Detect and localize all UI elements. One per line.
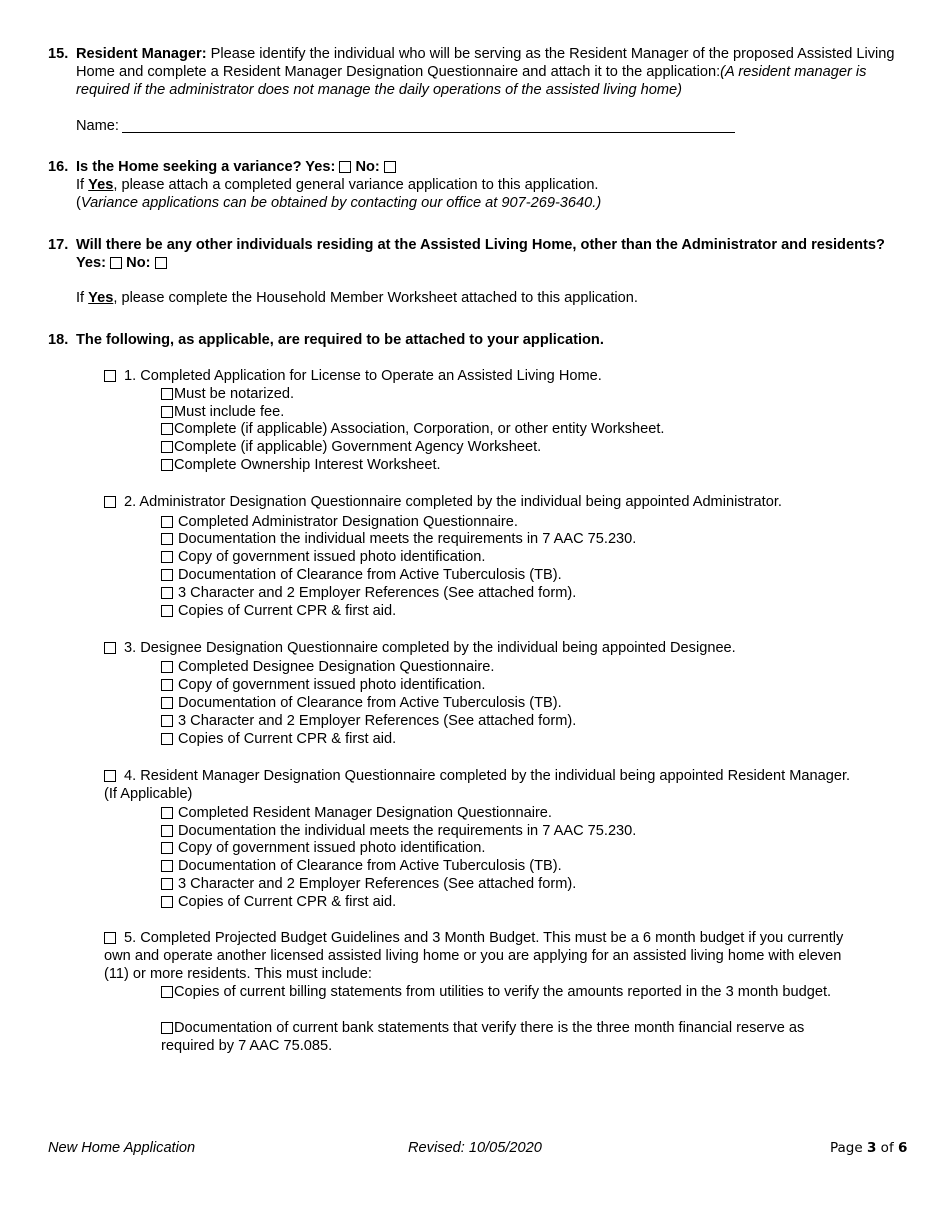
group-1-item <box>161 385 294 403</box>
other-residents-question: Will there be any other individuals residing at the Assisted Living Home, other than the Administrator and residents? Yes: <box>76 237 885 271</box>
group-3-checkbox[interactable] <box>104 642 116 654</box>
footer-form-name: New Home Application <box>48 1140 196 1156</box>
group-2-item-4-label: Documentation of Clearance from Active Tuberculosis (TB). <box>178 567 562 583</box>
group-4-item <box>161 893 396 911</box>
group-2-item-2-checkbox[interactable] <box>161 533 173 545</box>
group-1-item <box>161 456 441 474</box>
group-1-item-5-label: Complete Ownership Interest Worksheet. <box>174 457 441 473</box>
group-3-item-5-label: Copies of Current CPR & first aid. <box>178 731 397 747</box>
group-2-item-4-checkbox[interactable] <box>161 569 173 581</box>
group-2-item-3-label: Copy of government issued photo identification. <box>178 549 486 565</box>
group-1-item-2-label: Must include fee. <box>174 404 285 420</box>
group-4-item-4-label: Documentation of Clearance from Active Tuberculosis (TB). <box>178 858 562 874</box>
attachment-group-3 <box>104 639 736 657</box>
item-number-18: 18. <box>48 332 69 348</box>
group-2-item <box>161 513 518 531</box>
group-3-item-4-label: 3 Character and 2 Employer References (See attached form). <box>178 713 577 729</box>
group-1-item-1-checkbox[interactable] <box>161 388 173 400</box>
group-1-checkbox[interactable] <box>104 370 116 382</box>
group-3-item-3-label: Documentation of Clearance from Active Tuberculosis (TB). <box>178 695 562 711</box>
group-1-item-3-label: Complete (if applicable) Association, Corporation, or other entity Worksheet. <box>174 421 665 437</box>
name-input-line[interactable] <box>122 132 735 133</box>
variance-note-open-paren: ( <box>76 195 81 211</box>
group-3-item-3-checkbox[interactable] <box>161 697 173 709</box>
page-word: Page <box>830 1140 867 1156</box>
attachments-heading: The following, as applicable, are required to be attached to your application. <box>76 332 604 348</box>
group-4-item <box>161 875 576 893</box>
item-number-17: 17. <box>48 237 69 253</box>
group-1-item <box>161 438 541 456</box>
other-residents-yes-checkbox[interactable] <box>110 257 122 269</box>
group-3-item <box>161 730 396 748</box>
item-number-15: 15. <box>48 46 69 62</box>
group-1-item <box>161 420 664 438</box>
group-2-item <box>161 602 396 620</box>
group-3-item-4-checkbox[interactable] <box>161 715 173 727</box>
footer-page-number <box>830 1139 907 1157</box>
variance-note-text: Variance applications can be obtained by contacting our office at 907-269-3640.) <box>80 195 602 211</box>
item-16-question <box>76 158 396 176</box>
group-2-item-5-label: 3 Character and 2 Employer References (See attached form). <box>178 585 577 601</box>
group-2-item-6-label: Copies of Current CPR & first aid. <box>178 603 397 619</box>
group-2-item <box>161 548 485 566</box>
other-residents-no-label: No: <box>126 255 151 271</box>
variance-no-label: No: <box>355 159 380 175</box>
group-5-item-1-label: Copies of current billing statements from utilities to verify the amounts reported in the 3 month budget. <box>174 984 832 1000</box>
group-4-item-6-label: Copies of Current CPR & first aid. <box>178 894 397 910</box>
group-4-item-2-checkbox[interactable] <box>161 825 173 837</box>
group-5-item-2-label: Documentation of current bank statements that verify there is the three month financial reserve as required by 7 AAC 75.085. <box>161 1020 805 1054</box>
attachment-group-4 <box>104 767 864 803</box>
group-4-item <box>161 822 636 840</box>
variance-instruction <box>76 176 599 194</box>
group-4-item-1-label: Completed Resident Manager Designation Questionnaire. <box>178 805 552 821</box>
group-3-item <box>161 676 485 694</box>
name-label: Name: <box>76 118 119 134</box>
group-5-item-2-checkbox[interactable] <box>161 1022 173 1034</box>
group-4-item <box>161 857 562 875</box>
group-2-item-1-label: Completed Administrator Designation Questionnaire. <box>178 514 518 530</box>
item-number-16: 16. <box>48 159 69 175</box>
other-residents-no-checkbox[interactable] <box>155 257 167 269</box>
group-4-checkbox[interactable] <box>104 770 116 782</box>
variance-instruction-text: , please attach a completed general variance application to this application. <box>113 177 599 193</box>
attachment-group-1 <box>104 367 602 385</box>
group-2-item <box>161 584 576 602</box>
group-1-item <box>161 403 284 421</box>
group-3-item <box>161 694 562 712</box>
group-3-item-1-label: Completed Designee Designation Questionnaire. <box>178 659 495 675</box>
household-yes-word: Yes <box>88 290 114 306</box>
household-note-prefix: If <box>76 290 89 306</box>
group-5-checkbox[interactable] <box>104 932 116 944</box>
variance-instruction-prefix: If <box>76 177 89 193</box>
page-of-word: of <box>876 1140 898 1156</box>
group-2-checkbox[interactable] <box>104 496 116 508</box>
variance-yes-word: Yes <box>88 177 114 193</box>
group-3-item <box>161 658 494 676</box>
group-4-item-2-label: Documentation the individual meets the requirements in 7 AAC 75.230. <box>178 823 637 839</box>
variance-contact-note <box>76 194 601 212</box>
group-1-item-2-checkbox[interactable] <box>161 406 173 418</box>
attachment-group-5 <box>104 929 844 983</box>
group-3-item <box>161 712 576 730</box>
group-1-item-4-label: Complete (if applicable) Government Agency Worksheet. <box>174 439 542 455</box>
page-total: 6 <box>898 1140 908 1156</box>
group-4-item-4-checkbox[interactable] <box>161 860 173 872</box>
group-2-title: 2. Administrator Designation Questionnaire completed by the individual being appointed Administrator. <box>124 494 782 510</box>
group-4-item-3-label: Copy of government issued photo identification. <box>178 840 486 856</box>
group-4-item <box>161 839 485 857</box>
footer-revised-date: Revised: 10/05/2020 <box>408 1140 542 1156</box>
item-17-question <box>76 236 906 272</box>
group-2-item-5-checkbox[interactable] <box>161 587 173 599</box>
group-3-item-2-label: Copy of government issued photo identification. <box>178 677 486 693</box>
group-2-item-1-checkbox[interactable] <box>161 516 173 528</box>
group-5-item <box>161 1019 861 1055</box>
variance-no-checkbox[interactable] <box>384 161 396 173</box>
group-2-item-3-checkbox[interactable] <box>161 551 173 563</box>
group-5-title: 5. Completed Projected Budget Guidelines and 3 Month Budget. This must be a 6 month budget if you currently own and operate another licensed assisted living home or you are applying for an assisted living home with eleven (11) or more residents. This must include: <box>104 930 844 982</box>
group-2-item-2-label: Documentation the individual meets the requirements in 7 AAC 75.230. <box>178 531 637 547</box>
group-4-item-5-label: 3 Character and 2 Employer References (See attached form). <box>178 876 577 892</box>
group-4-item <box>161 804 552 822</box>
item-15-description: Please identify the individual who will be serving as the Resident Manager of the proposed Assisted Living Home and complete a Resident Manager Designation Questionnaire and attach it to the application: <box>76 46 895 80</box>
group-1-title: 1. Completed Application for License to Operate an Assisted Living Home. <box>124 368 602 384</box>
group-1-item-5-checkbox[interactable] <box>161 459 173 471</box>
group-4-item-1-checkbox[interactable] <box>161 807 173 819</box>
item-15-text <box>76 45 906 99</box>
group-3-item-2-checkbox[interactable] <box>161 679 173 691</box>
group-2-item <box>161 530 636 548</box>
group-4-item-3-checkbox[interactable] <box>161 842 173 854</box>
group-3-title: 3. Designee Designation Questionnaire completed by the individual being appointed Designee. <box>124 640 736 656</box>
variance-question: Is the Home seeking a variance? Yes: <box>76 159 336 175</box>
group-4-title: 4. Resident Manager Designation Questionnaire completed by the individual being appointed Resident Manager. (If Applicable) <box>104 768 851 802</box>
group-3-item-5-checkbox[interactable] <box>161 733 173 745</box>
group-2-item-6-checkbox[interactable] <box>161 605 173 617</box>
household-note-text: , please complete the Household Member Worksheet attached to this application. <box>113 290 638 306</box>
group-3-item-1-checkbox[interactable] <box>161 661 173 673</box>
group-1-item-4-checkbox[interactable] <box>161 441 173 453</box>
variance-yes-checkbox[interactable] <box>339 161 351 173</box>
group-1-item-3-checkbox[interactable] <box>161 423 173 435</box>
household-worksheet-note <box>76 289 638 307</box>
group-5-item-1-checkbox[interactable] <box>161 986 173 998</box>
item-15-label: Resident Manager: <box>76 46 207 62</box>
attachment-group-2 <box>104 493 782 511</box>
group-1-item-1-label: Must be notarized. <box>174 386 295 402</box>
group-4-item-5-checkbox[interactable] <box>161 878 173 890</box>
group-5-item <box>161 983 851 1001</box>
item-15-note: (A resident manager is required if the administrator does not manage the daily operations of the assisted living home) <box>76 64 867 98</box>
group-2-item <box>161 566 562 584</box>
page-current: 3 <box>866 1140 877 1156</box>
group-4-item-6-checkbox[interactable] <box>161 896 173 908</box>
